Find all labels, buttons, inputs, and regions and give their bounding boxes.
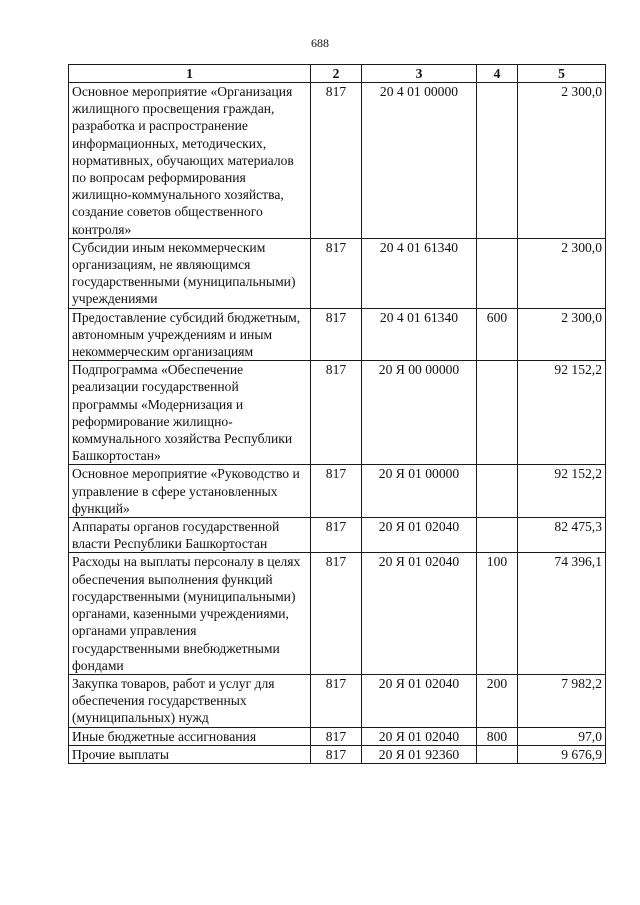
column-header-code: 3: [362, 65, 477, 83]
row-target-code: 20 Я 00 00000: [362, 361, 477, 465]
row-expense-type: [477, 465, 518, 518]
row-target-code: 20 Я 01 92360: [362, 745, 477, 763]
table-row: [69, 745, 606, 763]
page-number: 688: [311, 36, 329, 50]
row-target-code: 20 4 01 61340: [362, 308, 477, 361]
table-row: [69, 727, 606, 745]
row-amount: 92 152,2: [518, 361, 606, 465]
row-expense-type: [477, 361, 518, 465]
row-expense-type: [477, 745, 518, 763]
row-target-code: 20 4 01 00000: [362, 83, 477, 239]
row-admin-code: 817: [311, 465, 362, 518]
row-amount: 92 152,2: [518, 465, 606, 518]
table-row: [69, 518, 606, 553]
row-amount: 2 300,0: [518, 308, 606, 361]
row-amount: 7 982,2: [518, 674, 606, 727]
row-name: Расходы на выплаты персоналу в целях обеспечения выполнения функций государственными (муниципальными) органами, казенными учреждениями, органами управления государственными внебюджетными фондами: [69, 553, 311, 674]
row-name: Иные бюджетные ассигнования: [69, 727, 311, 745]
row-amount: 2 300,0: [518, 83, 606, 239]
row-target-code: 20 Я 01 02040: [362, 518, 477, 553]
row-amount: 2 300,0: [518, 238, 606, 308]
row-target-code: 20 Я 01 02040: [362, 553, 477, 674]
row-admin-code: 817: [311, 361, 362, 465]
table-row: [69, 553, 606, 674]
row-target-code: 20 Я 01 00000: [362, 465, 477, 518]
row-target-code: 20 4 01 61340: [362, 238, 477, 308]
table-row: [69, 308, 606, 361]
row-amount: 97,0: [518, 727, 606, 745]
row-admin-code: 817: [311, 308, 362, 361]
row-name: Субсидии иным некоммерческим организациям, не являющимся государственными (муниципальными) учреждениями: [69, 238, 311, 308]
table-row: [69, 361, 606, 465]
table-row: [69, 238, 606, 308]
budget-table: [68, 64, 606, 764]
row-admin-code: 817: [311, 745, 362, 763]
row-expense-type: 800: [477, 727, 518, 745]
column-header-type: 4: [477, 65, 518, 83]
row-amount: 82 475,3: [518, 518, 606, 553]
table-row: [69, 465, 606, 518]
row-name: Предоставление субсидий бюджетным, автономным учреждениям и иным некоммерческим организациям: [69, 308, 311, 361]
row-expense-type: [477, 238, 518, 308]
row-name: Аппараты органов государственной власти Республики Башкортостан: [69, 518, 311, 553]
table-row: [69, 674, 606, 727]
row-name: Закупка товаров, работ и услуг для обеспечения государственных (муниципальных) нужд: [69, 674, 311, 727]
row-name: Основное мероприятие «Руководство и управление в сфере установленных функций»: [69, 465, 311, 518]
row-admin-code: 817: [311, 674, 362, 727]
row-expense-type: 600: [477, 308, 518, 361]
row-amount: 74 396,1: [518, 553, 606, 674]
column-header-amount: 5: [518, 65, 606, 83]
row-admin-code: 817: [311, 553, 362, 674]
row-expense-type: [477, 518, 518, 553]
row-admin-code: 817: [311, 727, 362, 745]
row-amount: 9 676,9: [518, 745, 606, 763]
row-name: Прочие выплаты: [69, 745, 311, 763]
row-name: Основное мероприятие «Организация жилищного просвещения граждан, разработка и распространение информационных, методических, нормативных, обучающих материалов по вопросам реформирования жилищно-коммунального хозяйства, создание советов общественного контроля»: [69, 83, 311, 239]
row-target-code: 20 Я 01 02040: [362, 674, 477, 727]
row-expense-type: [477, 83, 518, 239]
row-admin-code: 817: [311, 83, 362, 239]
row-admin-code: 817: [311, 238, 362, 308]
row-target-code: 20 Я 01 02040: [362, 727, 477, 745]
table-header-row: [69, 65, 606, 83]
column-header-admin: 2: [311, 65, 362, 83]
column-header-name: 1: [69, 65, 311, 83]
row-expense-type: 100: [477, 553, 518, 674]
table-row: [69, 83, 606, 239]
row-expense-type: 200: [477, 674, 518, 727]
row-name: Подпрограмма «Обеспечение реализации государственной программы «Модернизация и реформирование жилищно-коммунального хозяйства Республики Башкортостан»: [69, 361, 311, 465]
row-admin-code: 817: [311, 518, 362, 553]
